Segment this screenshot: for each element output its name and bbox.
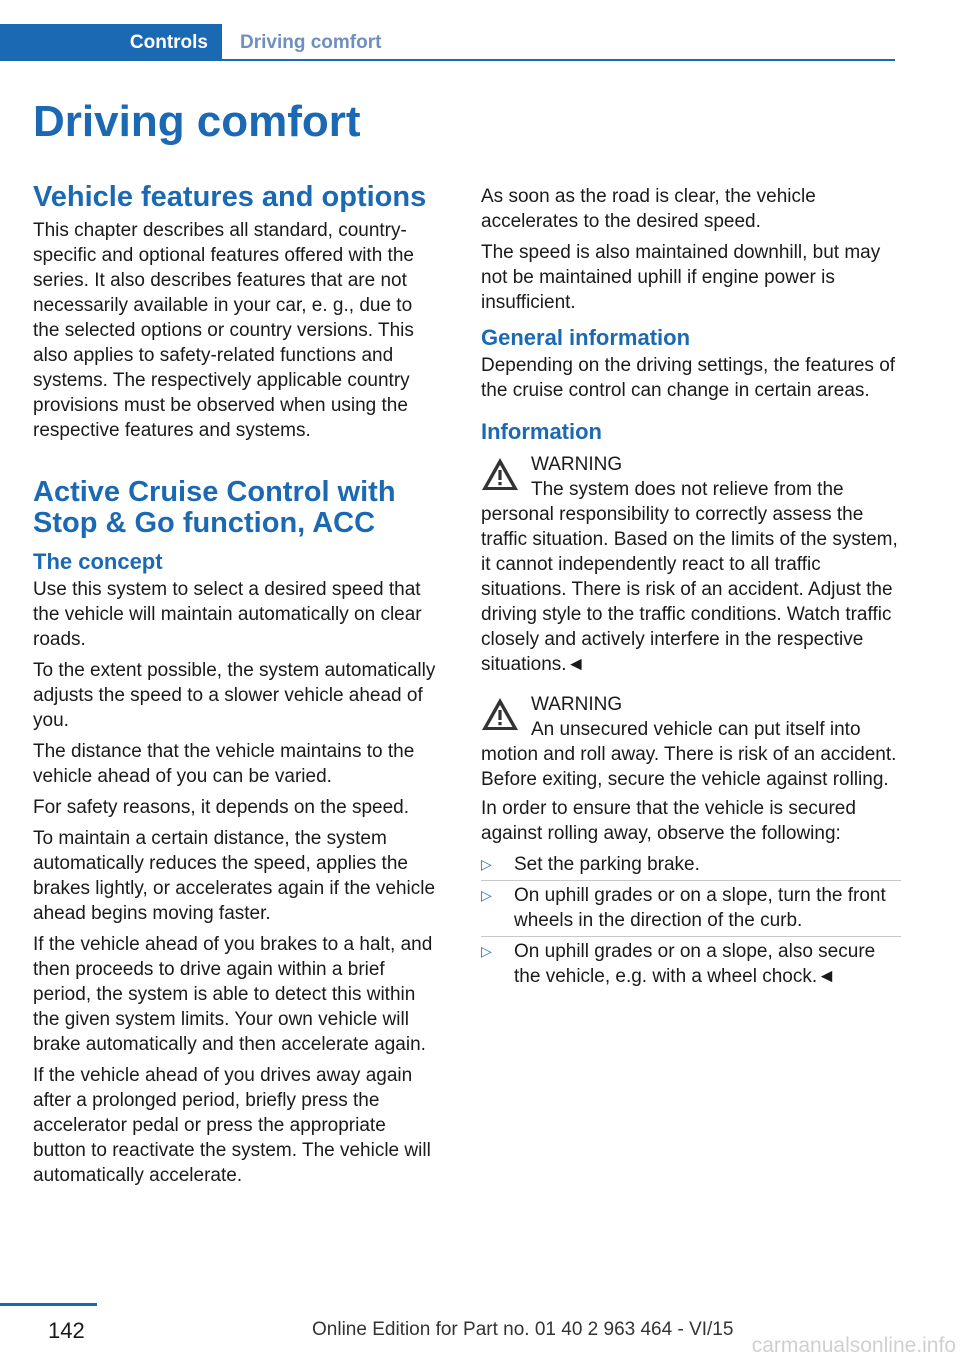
paragraph: To the extent possible, the system automatically adjusts the speed to a slower vehicle ahead of you. <box>33 660 436 731</box>
page-number: 142 <box>48 1318 85 1343</box>
left-column <box>33 180 443 1194</box>
paragraph: If the vehicle ahead of you drives away again after a prolonged period, briefly press the accelerator pedal or press the appropriate button to reactivate the system. The vehicle will automatically accelerate. <box>33 1065 431 1186</box>
triangle-bullet-icon: ▷ <box>481 887 492 903</box>
paragraph: In order to ensure that the vehicle is secured against rolling away, observe the following: <box>481 798 856 844</box>
list-item-text: On uphill grades or on a slope, also secure the vehicle, e.g. with a wheel chock.◄ <box>514 941 876 987</box>
list-item-text: Set the parking brake. <box>514 854 700 875</box>
warning-label: WARNING <box>531 694 623 715</box>
divider <box>481 936 901 937</box>
paragraph: To maintain a certain distance, the system automatically reduces the speed, applies the brakes lightly, or accelerates again if the vehicle ahead begins moving faster. <box>33 828 436 924</box>
warning-box <box>481 691 901 792</box>
triangle-bullet-icon: ▷ <box>481 943 492 959</box>
warning-triangle-icon <box>481 697 519 731</box>
paragraph: Use this system to select a desired speed that the vehicle will maintain automatically on clear roads. <box>33 579 422 650</box>
paragraph: The speed is also maintained downhill, but may not be maintained uphill if engine power is insufficient. <box>481 242 881 313</box>
heading-concept: The concept <box>33 549 163 574</box>
paragraph: As soon as the road is clear, the vehicle accelerates to the desired speed. <box>481 186 816 232</box>
list-item <box>481 883 901 933</box>
header-rule <box>222 59 895 61</box>
page-title: Driving comfort <box>33 97 361 146</box>
heading-information: Information <box>481 419 602 444</box>
footer-rule <box>0 1303 97 1306</box>
warning-triangle-icon <box>481 457 519 491</box>
header-bar <box>0 24 895 61</box>
paragraph: For safety reasons, it depends on the speed. <box>33 797 410 818</box>
list-item <box>481 939 901 989</box>
heading-acc: Active Cruise Control with Stop & Go function, ACC <box>33 476 396 539</box>
warning-text: An unsecured vehicle can put itself into motion and roll away. There is risk of an accident. Before exiting, secure the vehicle against rolling. <box>481 719 897 790</box>
heading-vehicle-features: Vehicle features and options <box>33 181 427 213</box>
list-item <box>481 852 901 877</box>
triangle-bullet-icon: ▷ <box>481 856 492 872</box>
right-column <box>481 184 901 995</box>
intro-paragraph: This chapter describes all standard, country-specific and optional features offered with the series. It also describes features that are not necessarily available in your car, e. g., due to the selected options or country versions. This also applies to safety-related functions and systems. The respectively applicable country provisions must be observed when using the respective features and systems. <box>33 220 414 441</box>
heading-general-information: General information <box>481 325 691 350</box>
paragraph: If the vehicle ahead of you brakes to a halt, and then proceeds to drive again within a brief period, the system is able to detect this within the given system limits. Your own vehicle will brake automatically and then accelerate again. <box>33 934 433 1055</box>
paragraph: The distance that the vehicle maintains to the vehicle ahead of you can be varied. <box>33 741 415 787</box>
watermark: carmanualsonline.info <box>751 1334 956 1357</box>
edition-text: Online Edition for Part no. 01 40 2 963 464 - VI/15 <box>312 1319 734 1340</box>
warning-box <box>481 451 901 677</box>
chapter-tab: Driving comfort <box>240 32 382 53</box>
section-tab: Controls <box>0 24 222 61</box>
steps-list <box>481 852 901 989</box>
divider <box>481 880 901 881</box>
paragraph: Depending on the driving settings, the features of the cruise control can change in certain areas. <box>481 355 896 401</box>
warning-text: The system does not relieve from the personal responsibility to correctly assess the traffic situation. Based on the limits of the system, it cannot independently react to all traffic situations. There is risk of an accident. Adjust the driving style to the traffic conditions. Watch traffic closely and actively interfere in the respective situations.◄ <box>481 479 898 675</box>
list-item-text: On uphill grades or on a slope, turn the front wheels in the direction of the curb. <box>514 885 886 931</box>
warning-label: WARNING <box>531 454 623 475</box>
